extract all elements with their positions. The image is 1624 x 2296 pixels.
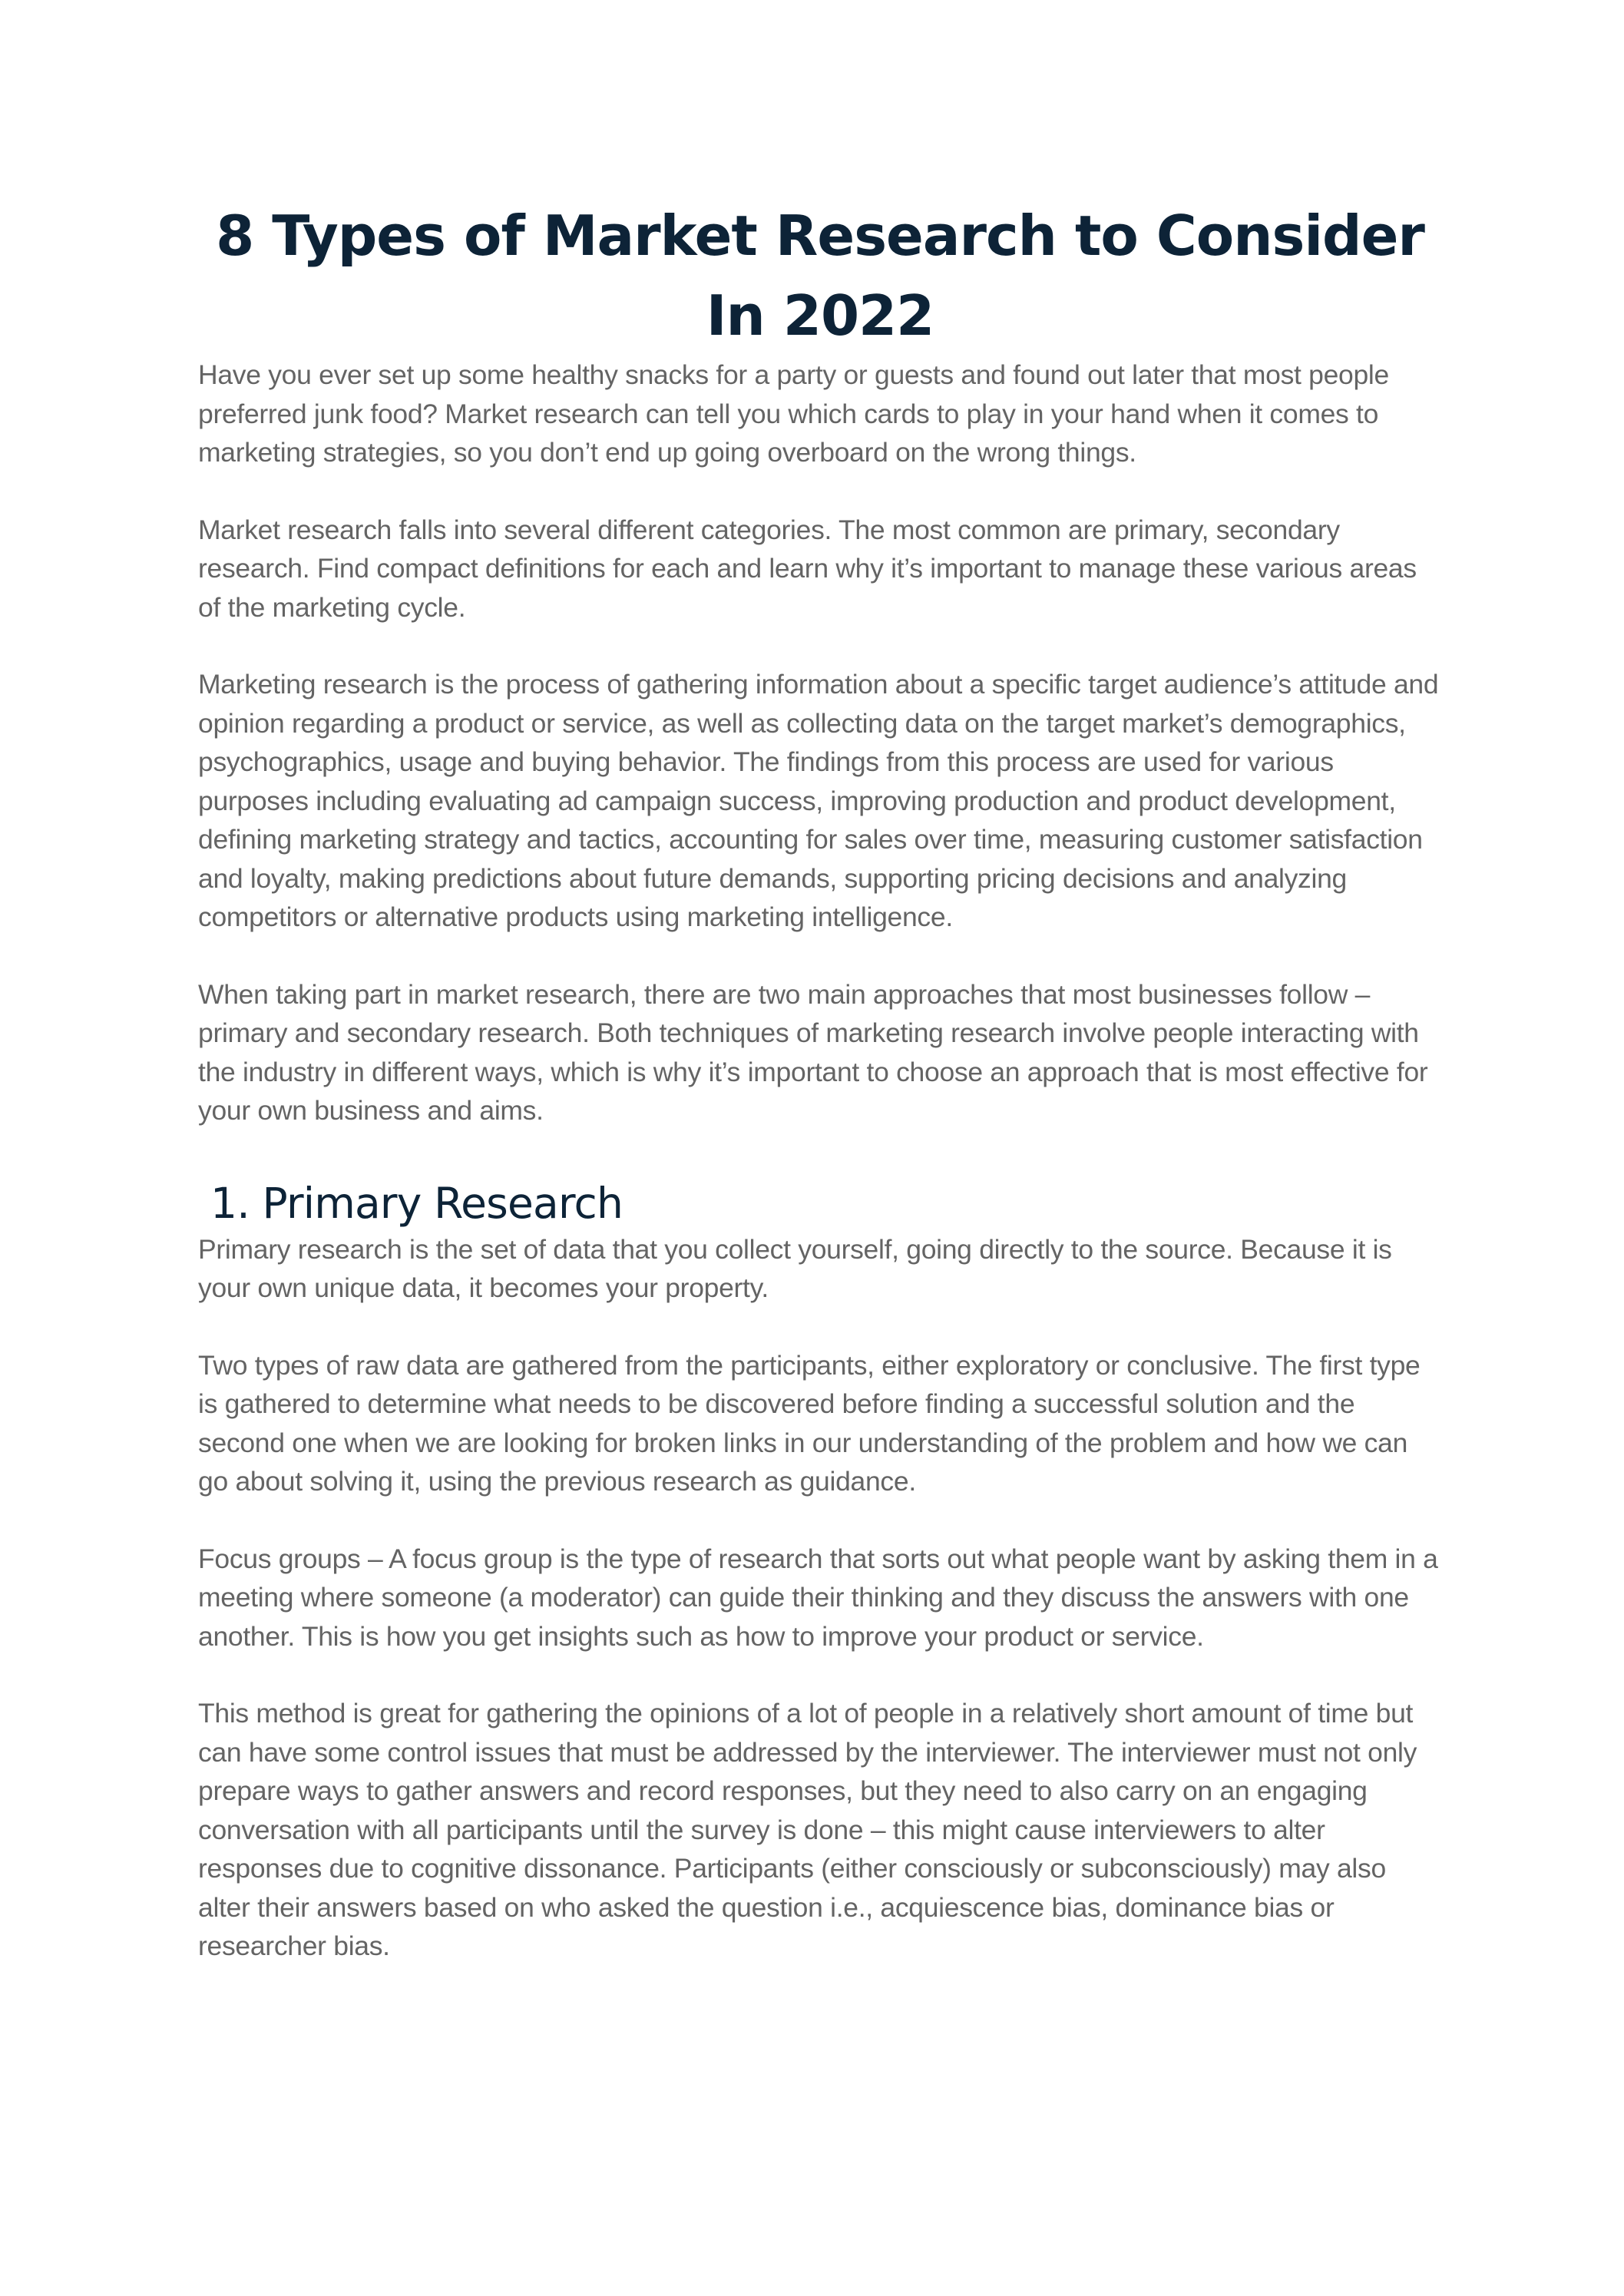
intro-paragraph-4: When taking part in market research, there are two main approaches that most businesses follow – primary and secondary research. Both techniques of marketing research involve people interacting with the industry in different ways, which is why it’s important to choose an approach that is most effective for your own business and aims.: [198, 978, 1428, 1126]
intro-paragraph-1: Have you ever set up some healthy snacks for a party or guests and found out later that most people preferred junk food? Market research can tell you which cards to play in your hand when it comes to marketing strategies, so you don’t end up going overboard on the wrong things.: [198, 359, 1389, 468]
document-page: [198, 196, 1442, 2004]
primary-research-paragraph-1: Primary research is the set of data that you collect yourself, going directly to the source. Because it is your own unique data, it becomes your property.: [198, 1233, 1392, 1303]
document-title: 8 Types of Market Research to Consider In 2022: [216, 203, 1424, 348]
primary-research-paragraph-2: Two types of raw data are gathered from the participants, either exploratory or conclusive. The first type is gathered to determine what needs to be discovered before finding a successful solution and the second one when we are looking for broken links in our understanding of the problem and how we can go about solving it, using the previous research as guidance.: [198, 1349, 1421, 1497]
primary-research-paragraph-3: Focus groups – A focus group is the type of research that sorts out what people want by asking them in a meeting where someone (a moderator) can guide their thinking and they discuss the answers with one another. This is how you get insights such as how to improve your product or service.: [198, 1543, 1438, 1652]
intro-paragraph-3: Marketing research is the process of gathering information about a specific target audience’s attitude and opinion regarding a product or service, as well as collecting data on the target market’s demographics, psychographics, usage and buying behavior. The findings from this process are used for various purposes including evaluating ad campaign success, improving production and product development, defining marketing strategy and tactics, accounting for sales over time, measuring customer satisfaction and loyalty, making predictions about future demands, supporting pricing decisions and analyzing competitors or alternative products using marketing intelligence.: [198, 669, 1439, 932]
section-heading-primary-research: 1. Primary Research: [210, 1178, 623, 1228]
primary-research-paragraph-4: This method is great for gathering the opinions of a lot of people in a relatively short amount of time but can have some control issues that must be addressed by the interviewer. The interviewer must not only prepare ways to gather answers and record responses, but they need to also carry on an engaging conversation with all participants until the survey is done – this might cause interviewers to alter responses due to cognitive dissonance. Participants (either consciously or subconsciously) may also alter their answers based on who asked the question i.e., acquiescence bias, dominance bias or researcher bias.: [198, 1698, 1417, 1961]
intro-paragraph-2: Market research falls into several different categories. The most common are primary, secondary research. Find compact definitions for each and learn why it’s important to manage these various areas of the marketing cycle.: [198, 514, 1417, 623]
